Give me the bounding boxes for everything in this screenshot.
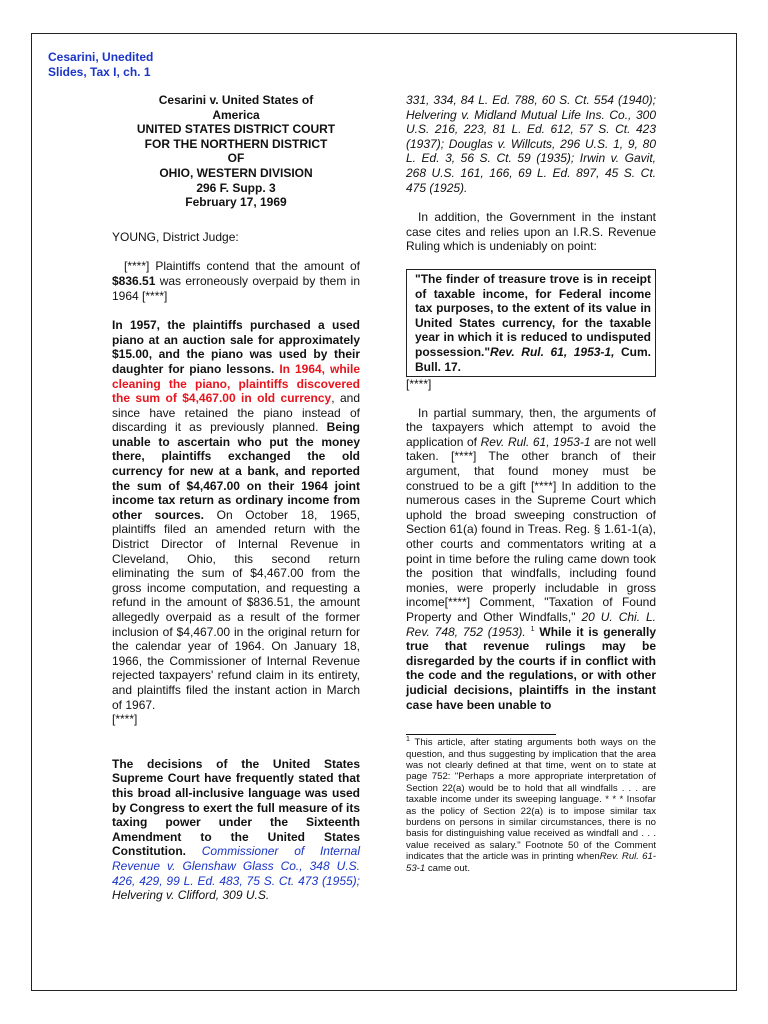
- quote-text: [415, 272, 651, 374]
- footnote-text: came out.: [425, 862, 470, 874]
- paragraph-facts: [112, 318, 360, 727]
- quote-box: [406, 269, 656, 377]
- footnote-divider: [406, 734, 556, 735]
- slide-header: [48, 50, 153, 80]
- quote-cum-bull: Cum. Bull. 17.: [415, 344, 651, 374]
- bold-text: Being unable to ascertain who put the money there, plaintiffs exchanged the old currency for new at a bank, and reported the sum of $4,467.00 on their 1964 joint income tax return as ordinary income from other sources.: [112, 420, 360, 522]
- paragraph-citations: 331, 334, 84 L. Ed. 788, 60 S. Ct. 554 (1940); Helvering v. Midland Mutual Life Ins. Co., 300 U.S. 216, 223, 81 L. Ed. 612, 57 S. Ct. 423 (1937); Douglas v. Willcuts, 296 U.S. 1, 9, 80 L. Ed. 3, 56 S. Ct. 59 (1935); Irwin v. Gavit, 268 U.S. 161, 166, 69 L. Ed. 897, 45 S. Ct. 475 (1925).: [406, 93, 656, 195]
- text: are not well taken. [****] The other branch of their argument, that found money must be construed to be a gift [****] In addition to the numerous cases in the Supreme Court which uphold the broad sweeping construction of Section 61(a) found in Treas. Reg. § 1.61-1(a), other courts and commentators writing at a point in time before the ruling came down took the position that windfalls, including found monies, were properly includable in gross income[****] Comment, "Taxation of Found Property and Other Windfalls,": [406, 434, 657, 624]
- footnote-text: This article, after stating arguments both ways on the question, and thus suggesting by implication that the area was not clearly defined at that time, went on to state at page 752: "Perhaps a more appropriate interpretation of Section 22(a) would be to hold that all windfalls . . . are taxable income under its sweeping language. * * * Insofar as the policy of Section 22(a) is to impose similar tax burdens on persons in similar circumstances, there is no basis for distinguishing value received as windfall and . . . value received as salary." Footnote 50 of the Comment indicates that the article was in printing when: [406, 737, 656, 863]
- text: On October 18, 1965, plaintiffs filed an amended return with the District Director of Internal Revenue in Cleveland, Ohio, this second return eliminating the sum of $4,467.00 from the gross income computation, and requesting a refund in the amount of $836.51, the amount allegedly overpaid as a result of the former inclusion of $4,467.00 in the original return for the calendar year of 1964. On January 18, 1966, the Commissioner of Internal Revenue rejected taxpayers' refund claim in its entirety, and plaintiffs filed the instant action in March of 1967.: [112, 507, 360, 712]
- judge-line: YOUNG, District Judge:: [112, 229, 239, 244]
- paragraph-refund-claim: [112, 259, 360, 303]
- caption-line: OF: [227, 151, 245, 166]
- citation: Helvering v. Clifford, 309 U.S.: [112, 888, 270, 903]
- caption-line: 296 F. Supp. 3: [196, 180, 276, 195]
- bold-text: The decisions of the United States Supreme Court have frequently stated that this broad all-inclusive language was used by Congress to exert the full measure of its taxing power under the Sixteenth Amendment to the United States Constitution.: [112, 756, 360, 859]
- footnote-number: 1: [406, 735, 410, 743]
- caption-line: Cesarini v. United States of: [158, 93, 314, 107]
- paragraph-supreme-court: [112, 757, 360, 903]
- case-caption: [112, 93, 360, 210]
- omission-marker: [****]: [406, 377, 432, 392]
- amount: $836.51: [112, 273, 156, 288]
- text: was erroneously overpaid by them in 1964 [****]: [112, 273, 360, 303]
- citation: Rev. Rul. 61, 1953-1: [480, 434, 591, 449]
- header-line-2: Slides, Tax I, ch. 1: [48, 65, 151, 79]
- left-column: [112, 93, 360, 903]
- quote-citation: Rev. Rul. 61, 1953-1,: [490, 344, 615, 359]
- caption-line: OHIO, WESTERN DIVISION: [159, 165, 313, 180]
- omission-marker: [****]: [112, 712, 138, 727]
- footnote-reference[interactable]: 1: [530, 625, 535, 633]
- bold-text: In 1957, the plaintiffs purchased a used piano at an auction sale for approximately $15.00, and the piano was used by their daughter for piano lessons.: [112, 318, 360, 376]
- caption-line: FOR THE NORTHERN DISTRICT: [144, 136, 328, 151]
- caption-line: America: [212, 107, 260, 122]
- citation: 20 U. Chi. L. Rev. 748, 752 (1953).: [406, 610, 656, 639]
- caption-line: UNITED STATES DISTRICT COURT: [136, 122, 336, 137]
- right-column: [406, 93, 656, 874]
- paragraph-revenue-ruling: In addition, the Government in the instant case cites and relies upon an I.R.S. Revenue Ruling which is undeniably on point:: [406, 210, 656, 254]
- caption-line: February 17, 1969: [185, 195, 287, 210]
- text: [****] Plaintiffs contend that the amount of: [124, 259, 360, 274]
- text: In partial summary, then, the arguments of the taxpayers which attempt to avoid the application of: [406, 405, 656, 449]
- citation-link: Commissioner of Internal Revenue v. Glenshaw Glass Co., 348 U.S. 426, 429, 99 L. Ed. 483, 75 S. Ct. 473 (1955);: [112, 844, 360, 888]
- paragraph-summary: [406, 406, 656, 712]
- footnote: [406, 737, 656, 874]
- quote-bold: "The finder of treasure trove is in receipt of taxable income, for Federal income tax purposes, to the extent of its value in United States currency, for the taxable year in which it is reduced to undisputed possession.": [415, 271, 651, 359]
- footnote-citation: Rev. Rul. 61-53-1: [406, 851, 656, 874]
- text: , and since have retained the piano instead of discarding it as previously planned.: [112, 391, 360, 435]
- bold-text: While it is generally true that revenue rulings may be disregarded by the courts if in conflict with the code and the regulations, or with other judicial decisions, plaintiffs in the instant case have been unable to: [406, 624, 656, 712]
- highlighted-text: In 1964, while cleaning the piano, plaintiffs discovered the sum of $4,467.00 in old currency: [112, 361, 360, 406]
- header-line-1: Cesarini, Unedited: [48, 50, 154, 64]
